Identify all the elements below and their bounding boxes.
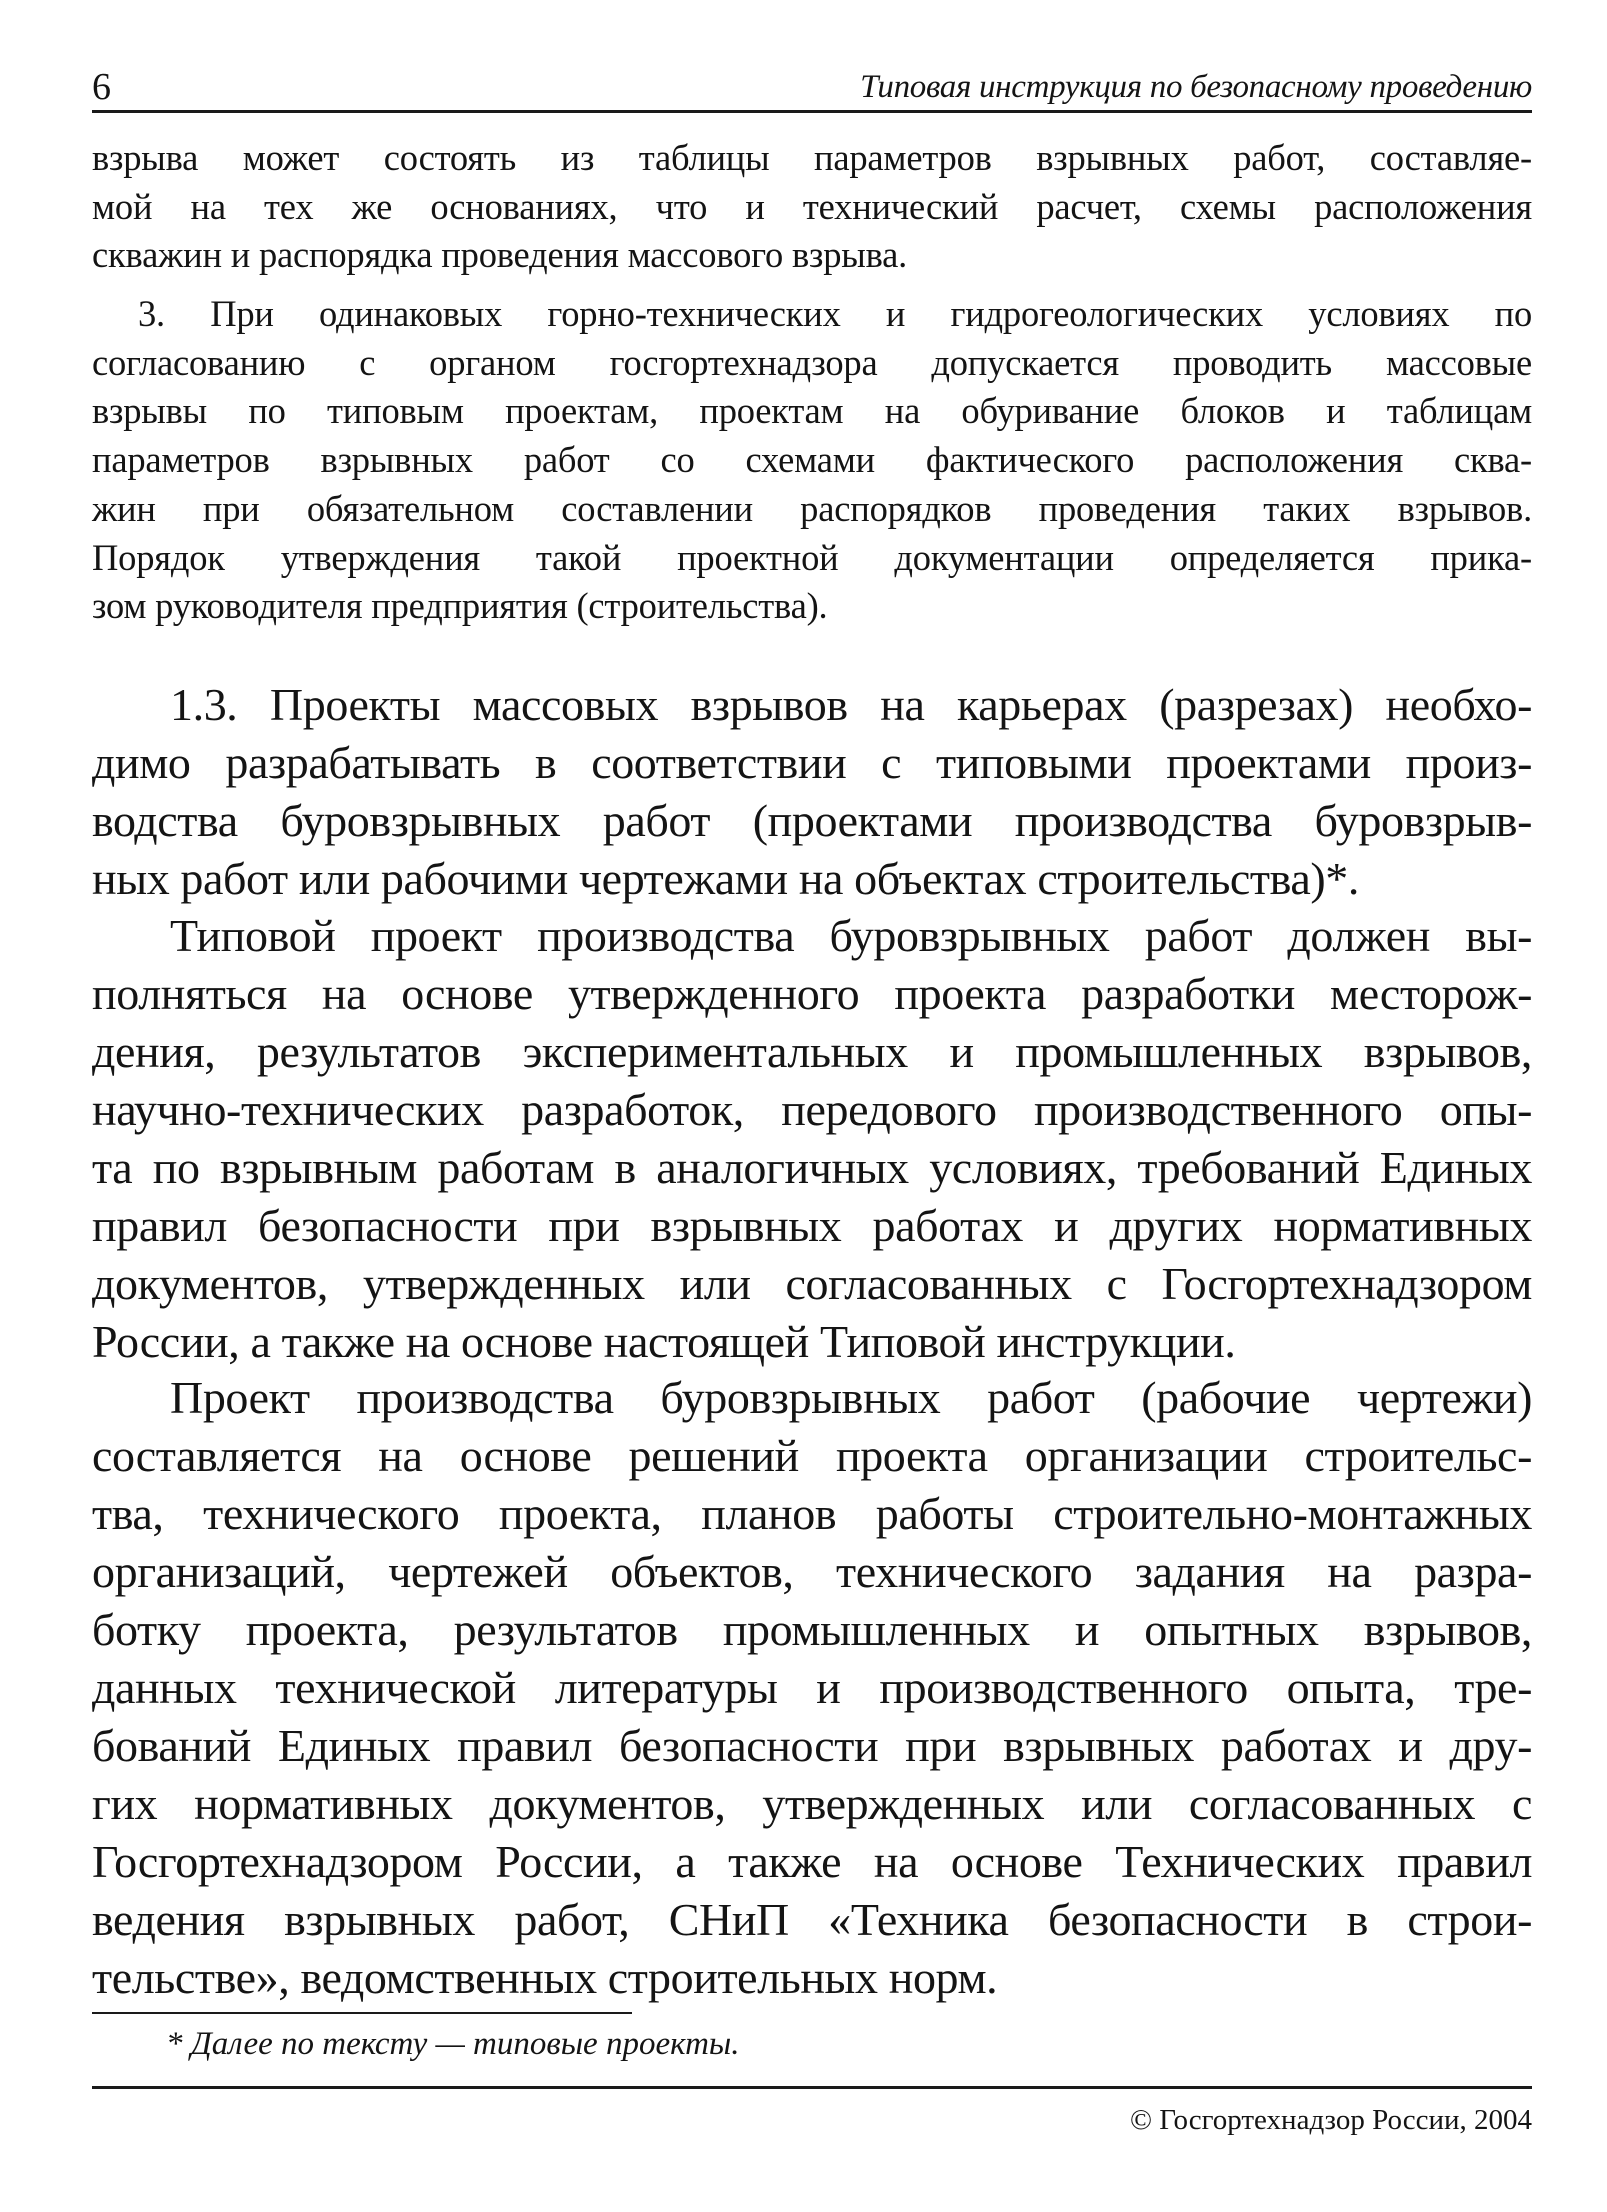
text-line: полняться на основе утвержденного проекта разработки месторож- [92, 968, 1532, 1019]
text-line: параметров взрывных работ со схемами фактического расположения сква- [92, 439, 1532, 481]
text-line: России, а также на основе настоящей Типовой инструкции. [92, 1316, 1236, 1367]
running-head: Типовая инструкция по безопасному проведению [860, 69, 1532, 105]
text-line: ных работ или рабочими чертежами на объектах строительства)*. [92, 853, 1359, 904]
text-line: водства буровзрывных работ (проектами производства буровзрыв- [92, 795, 1532, 846]
text-line: 1.3. Проекты массовых взрывов на карьерах (разрезах) необхо- [170, 679, 1532, 730]
text-line: согласованию с органом госгортехнадзора допускается проводить массовые [92, 341, 1532, 383]
text-line: взрыва может состоять из таблицы параметров взрывных работ, составляе- [92, 137, 1532, 178]
paragraph-continuation [92, 134, 1532, 280]
text-line: взрывы по типовым проектам, проектам на обуривание блоков и таблицам [92, 390, 1532, 432]
page-header [92, 58, 1532, 113]
text-line: Проект производства буровзрывных работ (рабочие чертежи) [170, 1372, 1532, 1423]
text-line: составляется на основе решений проекта организации строительс- [92, 1430, 1532, 1481]
text-line: документов, утвержденных или согласованных с Госгортехнадзором [92, 1258, 1532, 1309]
text-line: та по взрывным работам в аналогичных условиях, требований Единых [92, 1142, 1532, 1193]
text-line: научно-технических разработок, передового производственного опы- [92, 1084, 1532, 1135]
text-line: данных технической литературы и производственного опыта, тре- [92, 1662, 1532, 1713]
paragraph-item-3 [92, 290, 1532, 631]
copyright-notice: © Госгортехнадзор России, 2004 [1130, 2104, 1532, 2136]
text-line: гих нормативных документов, утвержденных или согласованных с [92, 1778, 1532, 1829]
text-line: 3. При одинаковых горно-технических и гидрогеологических условиях по [138, 293, 1532, 334]
footer-divider [92, 2086, 1532, 2089]
text-line: правил безопасности при взрывных работах и других нормативных [92, 1200, 1532, 1251]
text-line: тва, технического проекта, планов работы строительно-монтажных [92, 1488, 1532, 1539]
paragraph-project-drawings [92, 1369, 1532, 2007]
page-number: 6 [92, 66, 111, 108]
text-line: дения, результатов экспериментальных и промышленных взрывов, [92, 1026, 1532, 1077]
text-line: димо разрабатывать в соответствии с типовыми проектами произ- [92, 737, 1532, 788]
paragraph-section-1-3 [92, 676, 1532, 908]
text-line: Порядок утверждения такой проектной документации определяется прика- [92, 536, 1532, 578]
text-line: зом руководителя предприятия (строительства). [92, 585, 828, 627]
footnote: * Далее по тексту — типовые проекты. [166, 2026, 740, 2062]
text-line: ботку проекта, результатов промышленных и опытных взрывов, [92, 1604, 1532, 1655]
text-line: бований Единых правил безопасности при взрывных работах и дру- [92, 1720, 1532, 1771]
text-line: Госгортехнадзором России, а также на основе Технических правил [92, 1836, 1532, 1887]
footnote-divider [92, 2012, 632, 2014]
paragraph-typical-project [92, 907, 1532, 1371]
text-line: организаций, чертежей объектов, технического задания на разра- [92, 1546, 1532, 1597]
text-line: жин при обязательном составлении распорядков проведения таких взрывов. [92, 487, 1532, 529]
text-line: Типовой проект производства буровзрывных работ должен вы- [170, 910, 1532, 961]
text-line: скважин и распорядка проведения массового взрыва. [92, 234, 908, 276]
text-line: тельстве», ведомственных строительных норм. [92, 1952, 998, 2003]
text-line: мой на тех же основаниях, что и технический расчет, схемы расположения [92, 185, 1532, 227]
text-line: ведения взрывных работ, СНиП «Техника безопасности в строи- [92, 1894, 1532, 1945]
